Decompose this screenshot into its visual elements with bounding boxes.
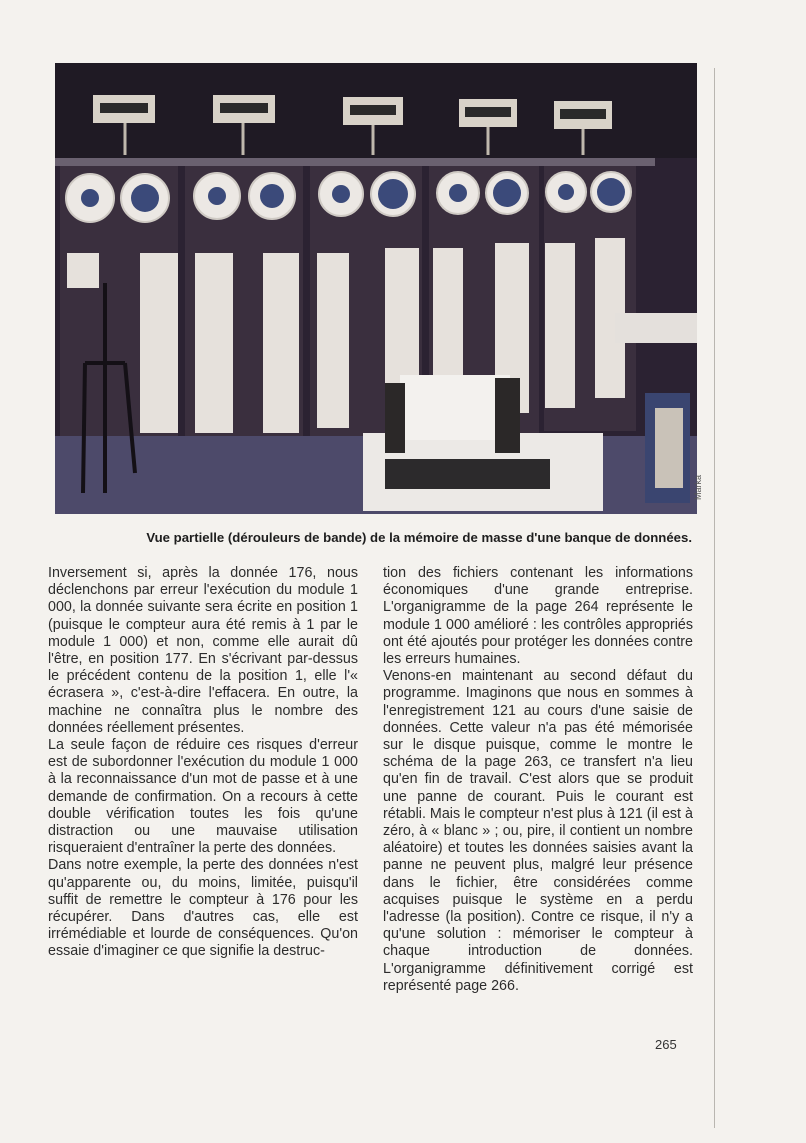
paragraph: Venons-en maintenant au second défaut du programme. Imaginons que nous en sommes à l'enregistrement 121 au cours d'une saisie de données. Cette valeur n'a pas été mémorisée sur le disque puisque, comme le montre le schéma de la page 263, ce transfert n'a lieu qu'en fin de travail. C'est alors que se produit une panne de courant. Puis le courant est rétabli. Mais le compteur n'est plus à 121 (il est à zéro, à « blanc » ; ou, pire, il contient un nombre aléatoire) et toutes les données saisies avant la panne ne peuvent plus, malgré leur présence dans le fichier, être considérées comme acquises puisque le système en a perdu l'adresse (la position). Contre ce risque, il n'y a qu'une solution : mémoriser le compteur à chaque introduction de données. L'organigramme définitivement corrigé est représenté page 266. — [383, 668, 693, 994]
right-column — [383, 565, 693, 995]
paragraph: Dans notre exemple, la perte des données n'est qu'apparente ou, du moins, limitée, puisqu'il suffit de remettre le compteur à 176 pour les récupérer. Dans d'autres cas, elle est irrémédiable et lourde de conséquences. Qu'on essaie d'imaginer ce que signifie la destruc- — [48, 857, 358, 960]
photo-caption: Vue partielle (dérouleurs de bande) de la mémoire de masse d'une banque de données. — [146, 530, 692, 545]
photo-credit: Marka — [693, 474, 703, 500]
paragraph: tion des fichiers contenant les informations économiques d'une grande entreprise. L'organigramme de la page 264 représente le module 1 000 amélioré : les contrôles appropriés ont été ajoutés pour protéger les données contre les erreurs humaines. — [383, 565, 693, 668]
paragraph: Inversement si, après la donnée 176, nous déclenchons par erreur l'exécution du module 1 000, la donnée suivante sera écrite en position 1 (puisque le compteur aura été remis à 1 par le module 1 000) et non, comme elle aurait dû l'être, en position 177. En s'écrivant par-dessus le précédent contenu de la position 1, elle l'« écrasera », c'est-à-dire l'effacera. En outre, la machine ne connaîtra plus le nombre des données réellement présentes. — [48, 565, 358, 736]
page-number: 265 — [655, 1037, 677, 1052]
tape-drive-illustration — [55, 63, 697, 514]
tape-drive-photo — [55, 63, 697, 514]
left-column — [48, 565, 358, 961]
paragraph: La seule façon de réduire ces risques d'erreur est de subordonner l'exécution du module 1 000 à la reconnaissance d'un mot de passe et à une demande de confirmation. On a recours à cette double vérification toutes les fois qu'une distraction ou une mauvaise utilisation risqueraient d'entraîner la perte des données. — [48, 737, 358, 857]
column-rule — [714, 68, 715, 1128]
